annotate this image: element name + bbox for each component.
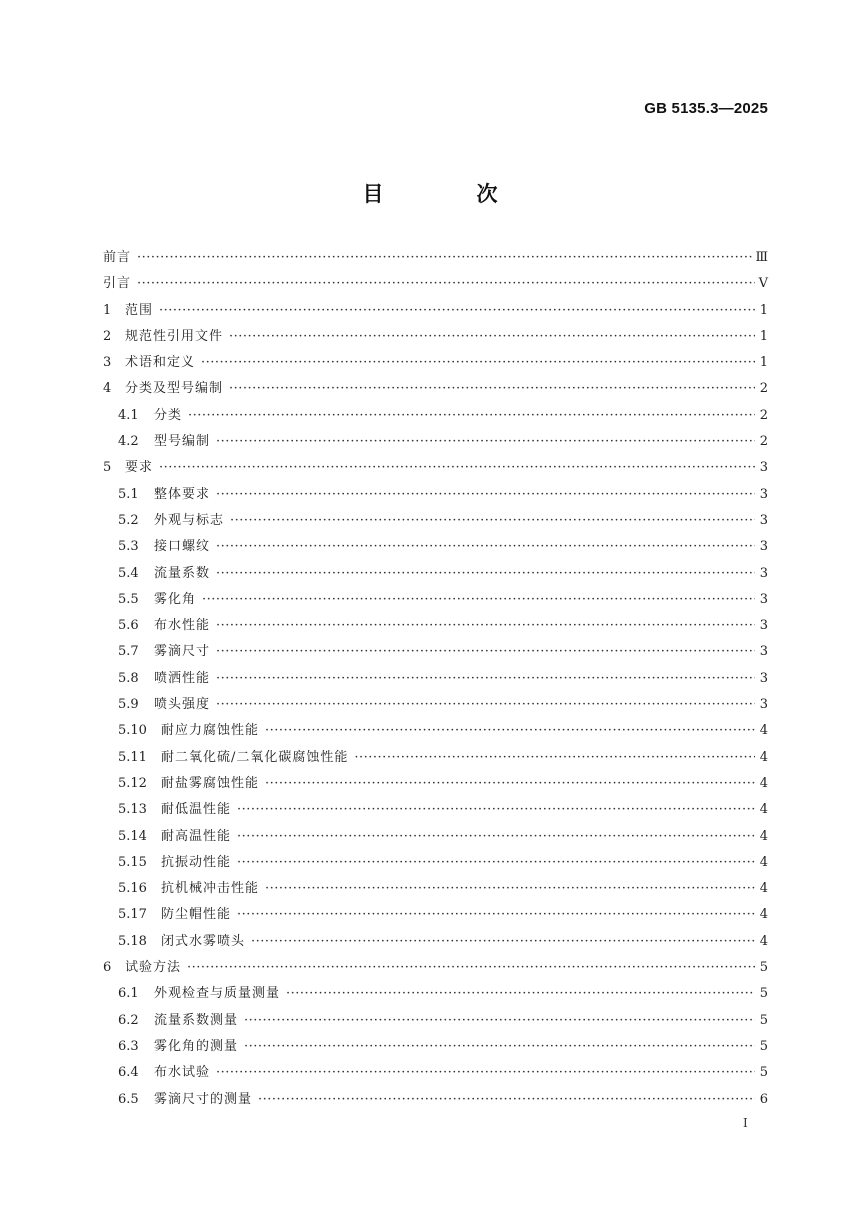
toc-entry-title: 范围 [125, 302, 154, 318]
toc-entry[interactable] [103, 245, 768, 271]
toc-entry-page: 4 [759, 802, 768, 818]
toc-entry-number: 6.2 [118, 1012, 139, 1028]
toc-entry-page: 1 [759, 302, 768, 318]
toc-leader-dots [265, 771, 755, 797]
toc-entry[interactable] [103, 587, 768, 613]
toc-leader-dots [159, 455, 755, 481]
toc-entry-number: 5 [103, 460, 112, 476]
toc-entry-title: 引言 [103, 276, 132, 292]
toc-entry-page: 6 [759, 1091, 768, 1107]
toc-entry[interactable] [103, 298, 768, 324]
toc-entry-number: 5.1 [118, 486, 139, 502]
toc-leader-dots [188, 403, 755, 429]
toc-entry-page: 3 [759, 565, 768, 581]
toc-entry-page: 1 [759, 328, 768, 344]
toc-entry[interactable] [103, 1060, 768, 1086]
toc-entry-number: 5.14 [118, 828, 147, 844]
toc-entry[interactable] [103, 929, 768, 955]
toc-entry-number: 5.16 [118, 881, 147, 897]
toc-entry-page: 4 [759, 775, 768, 791]
toc-entry-number: 5.11 [118, 749, 147, 765]
toc-entry[interactable] [103, 981, 768, 1007]
toc-entry-number: 6.5 [118, 1091, 139, 1107]
toc-entry-page: 3 [759, 539, 768, 555]
toc-entry[interactable] [103, 324, 768, 350]
toc-leader-dots [258, 1087, 755, 1113]
table-of-contents [103, 245, 768, 1113]
toc-entry-title: 试验方法 [125, 960, 182, 976]
toc-entry-number: 3 [103, 355, 112, 371]
toc-entry-title: 耐盐雾腐蚀性能 [161, 775, 260, 791]
toc-leader-dots [286, 981, 755, 1007]
toc-entry-page: 4 [759, 933, 768, 949]
page-number: I [743, 1116, 748, 1130]
toc-entry-number: 5.4 [118, 565, 139, 581]
toc-entry-page: 3 [759, 670, 768, 686]
toc-entry-page: 4 [759, 749, 768, 765]
toc-leader-dots [251, 929, 755, 955]
toc-leader-dots [244, 1034, 755, 1060]
toc-entry-number: 5.12 [118, 775, 147, 791]
toc-entry-title: 布水试验 [154, 1065, 211, 1081]
toc-leader-dots [244, 1008, 755, 1034]
toc-entry-number: 6 [103, 960, 112, 976]
toc-entry-title: 雾滴尺寸 [154, 644, 211, 660]
toc-leader-dots [159, 298, 755, 324]
page-title: 目 次 [362, 182, 534, 206]
toc-entry-page: 4 [759, 854, 768, 870]
toc-entry-page: 4 [759, 723, 768, 739]
toc-entry-page: 3 [759, 512, 768, 528]
toc-entry-title: 流量系数 [154, 565, 211, 581]
standard-code: GB 5135.3—2025 [644, 100, 768, 117]
toc-entry-title: 雾滴尺寸的测量 [154, 1091, 253, 1107]
toc-leader-dots [137, 271, 755, 297]
toc-leader-dots [237, 850, 755, 876]
toc-entry-title: 雾化角 [154, 591, 197, 607]
toc-entry[interactable] [103, 639, 768, 665]
toc-entry-number: 5.13 [118, 802, 147, 818]
toc-entry[interactable] [103, 824, 768, 850]
toc-leader-dots [230, 508, 755, 534]
toc-entry-page: 4 [759, 828, 768, 844]
toc-entry-number: 5.10 [118, 723, 147, 739]
toc-entry[interactable] [103, 455, 768, 481]
toc-entry-title: 接口螺纹 [154, 539, 211, 555]
toc-entry[interactable] [103, 1034, 768, 1060]
toc-leader-dots [202, 587, 755, 613]
toc-leader-dots [354, 745, 755, 771]
toc-leader-dots [216, 482, 755, 508]
toc-entry-page: 3 [759, 460, 768, 476]
toc-entry[interactable] [103, 271, 768, 297]
toc-leader-dots [265, 876, 755, 902]
toc-entry-number: 2 [103, 328, 112, 344]
toc-entry[interactable] [103, 902, 768, 928]
toc-entry-page: 5 [759, 1038, 768, 1054]
toc-entry-title: 耐低温性能 [161, 802, 232, 818]
toc-entry-page: 5 [759, 986, 768, 1002]
toc-leader-dots [137, 245, 752, 271]
toc-entry-page: 2 [759, 434, 768, 450]
toc-entry-number: 5.8 [118, 670, 139, 686]
toc-entry-page: 3 [759, 697, 768, 713]
toc-entry[interactable] [103, 955, 768, 981]
toc-entry-title: 防尘帽性能 [161, 907, 232, 923]
toc-entry[interactable] [103, 666, 768, 692]
toc-leader-dots [237, 902, 755, 928]
toc-entry[interactable] [103, 718, 768, 744]
toc-entry[interactable] [103, 876, 768, 902]
toc-leader-dots [237, 797, 755, 823]
toc-entry-page: 3 [759, 618, 768, 634]
toc-entry-page: 4 [759, 881, 768, 897]
toc-leader-dots [216, 429, 755, 455]
toc-entry-page: 2 [759, 407, 768, 423]
toc-entry-title: 前言 [103, 250, 132, 265]
toc-entry-title: 要求 [125, 460, 154, 476]
toc-entry-number: 5.5 [118, 591, 139, 607]
toc-leader-dots [216, 666, 755, 692]
toc-entry-title: 外观检查与质量测量 [154, 986, 281, 1002]
toc-entry-title: 耐应力腐蚀性能 [161, 723, 260, 739]
toc-entry-title: 分类及型号编制 [125, 381, 224, 397]
toc-entry[interactable] [103, 850, 768, 876]
toc-entry[interactable] [103, 561, 768, 587]
toc-entry[interactable] [103, 771, 768, 797]
toc-entry-number: 5.17 [118, 907, 147, 923]
toc-entry-number: 6.3 [118, 1038, 139, 1054]
toc-entry-title: 耐二氧化硫/二氧化碳腐蚀性能 [161, 749, 349, 765]
toc-entry-number: 5.3 [118, 539, 139, 555]
toc-entry[interactable] [103, 403, 768, 429]
toc-entry-number: 5.18 [118, 933, 147, 949]
toc-entry-title: 抗振动性能 [161, 854, 232, 870]
toc-entry-page: 4 [759, 907, 768, 923]
toc-entry-title: 流量系数测量 [154, 1012, 239, 1028]
toc-entry[interactable] [103, 692, 768, 718]
toc-entry-number: 6.4 [118, 1065, 139, 1081]
toc-entry[interactable] [103, 1008, 768, 1034]
toc-entry-title: 布水性能 [154, 618, 211, 634]
toc-entry-title: 型号编制 [154, 434, 211, 450]
toc-entry-title: 抗机械冲击性能 [161, 881, 260, 897]
toc-entry-number: 4.2 [118, 434, 139, 450]
toc-entry-number: 5.2 [118, 512, 139, 528]
toc-entry-page: 3 [759, 486, 768, 502]
toc-entry-page: 5 [759, 960, 768, 976]
toc-entry-number: 4 [103, 381, 112, 397]
toc-leader-dots [216, 534, 755, 560]
toc-entry-page: 5 [759, 1065, 768, 1081]
toc-entry-number: 5.15 [118, 854, 147, 870]
toc-entry-title: 闭式水雾喷头 [161, 933, 246, 949]
toc-entry[interactable] [103, 350, 768, 376]
toc-entry[interactable] [103, 429, 768, 455]
toc-leader-dots [216, 613, 755, 639]
toc-entry-title: 规范性引用文件 [125, 328, 224, 344]
toc-entry-title: 分类 [154, 407, 183, 423]
toc-entry[interactable] [103, 797, 768, 823]
toc-entry-title: 术语和定义 [125, 355, 196, 371]
toc-entry[interactable] [103, 1087, 768, 1113]
toc-entry[interactable] [103, 376, 768, 402]
toc-leader-dots [229, 324, 755, 350]
toc-leader-dots [265, 718, 755, 744]
toc-entry-page: 5 [759, 1012, 768, 1028]
toc-entry-page: 3 [759, 591, 768, 607]
toc-leader-dots [216, 561, 755, 587]
toc-entry-title: 耐高温性能 [161, 828, 232, 844]
toc-entry[interactable] [103, 508, 768, 534]
toc-entry-number: 5.9 [118, 697, 139, 713]
toc-entry-page: 1 [759, 355, 768, 371]
toc-entry-title: 外观与标志 [154, 512, 225, 528]
toc-entry-title: 喷洒性能 [154, 670, 211, 686]
toc-leader-dots [229, 376, 755, 402]
toc-leader-dots [201, 350, 755, 376]
toc-entry[interactable] [103, 482, 768, 508]
toc-entry-number: 5.6 [118, 618, 139, 634]
toc-entry-number: 6.1 [118, 986, 139, 1002]
toc-entry-number: 4.1 [118, 407, 139, 423]
toc-entry-number: 5.7 [118, 644, 139, 660]
toc-entry-title: 雾化角的测量 [154, 1038, 239, 1054]
toc-leader-dots [216, 1060, 755, 1086]
toc-entry[interactable] [103, 613, 768, 639]
toc-entry-title: 喷头强度 [154, 697, 211, 713]
toc-entry-number: 1 [103, 302, 112, 318]
toc-entry-page: 3 [759, 644, 768, 660]
toc-leader-dots [237, 824, 755, 850]
toc-leader-dots [216, 692, 755, 718]
toc-entry[interactable] [103, 534, 768, 560]
toc-entry-page: Ⅴ [758, 276, 768, 292]
toc-entry-page: Ⅲ [755, 250, 768, 265]
toc-entry-title: 整体要求 [154, 486, 211, 502]
toc-entry-page: 2 [759, 381, 768, 397]
toc-entry[interactable] [103, 745, 768, 771]
toc-leader-dots [187, 955, 755, 981]
toc-leader-dots [216, 639, 755, 665]
